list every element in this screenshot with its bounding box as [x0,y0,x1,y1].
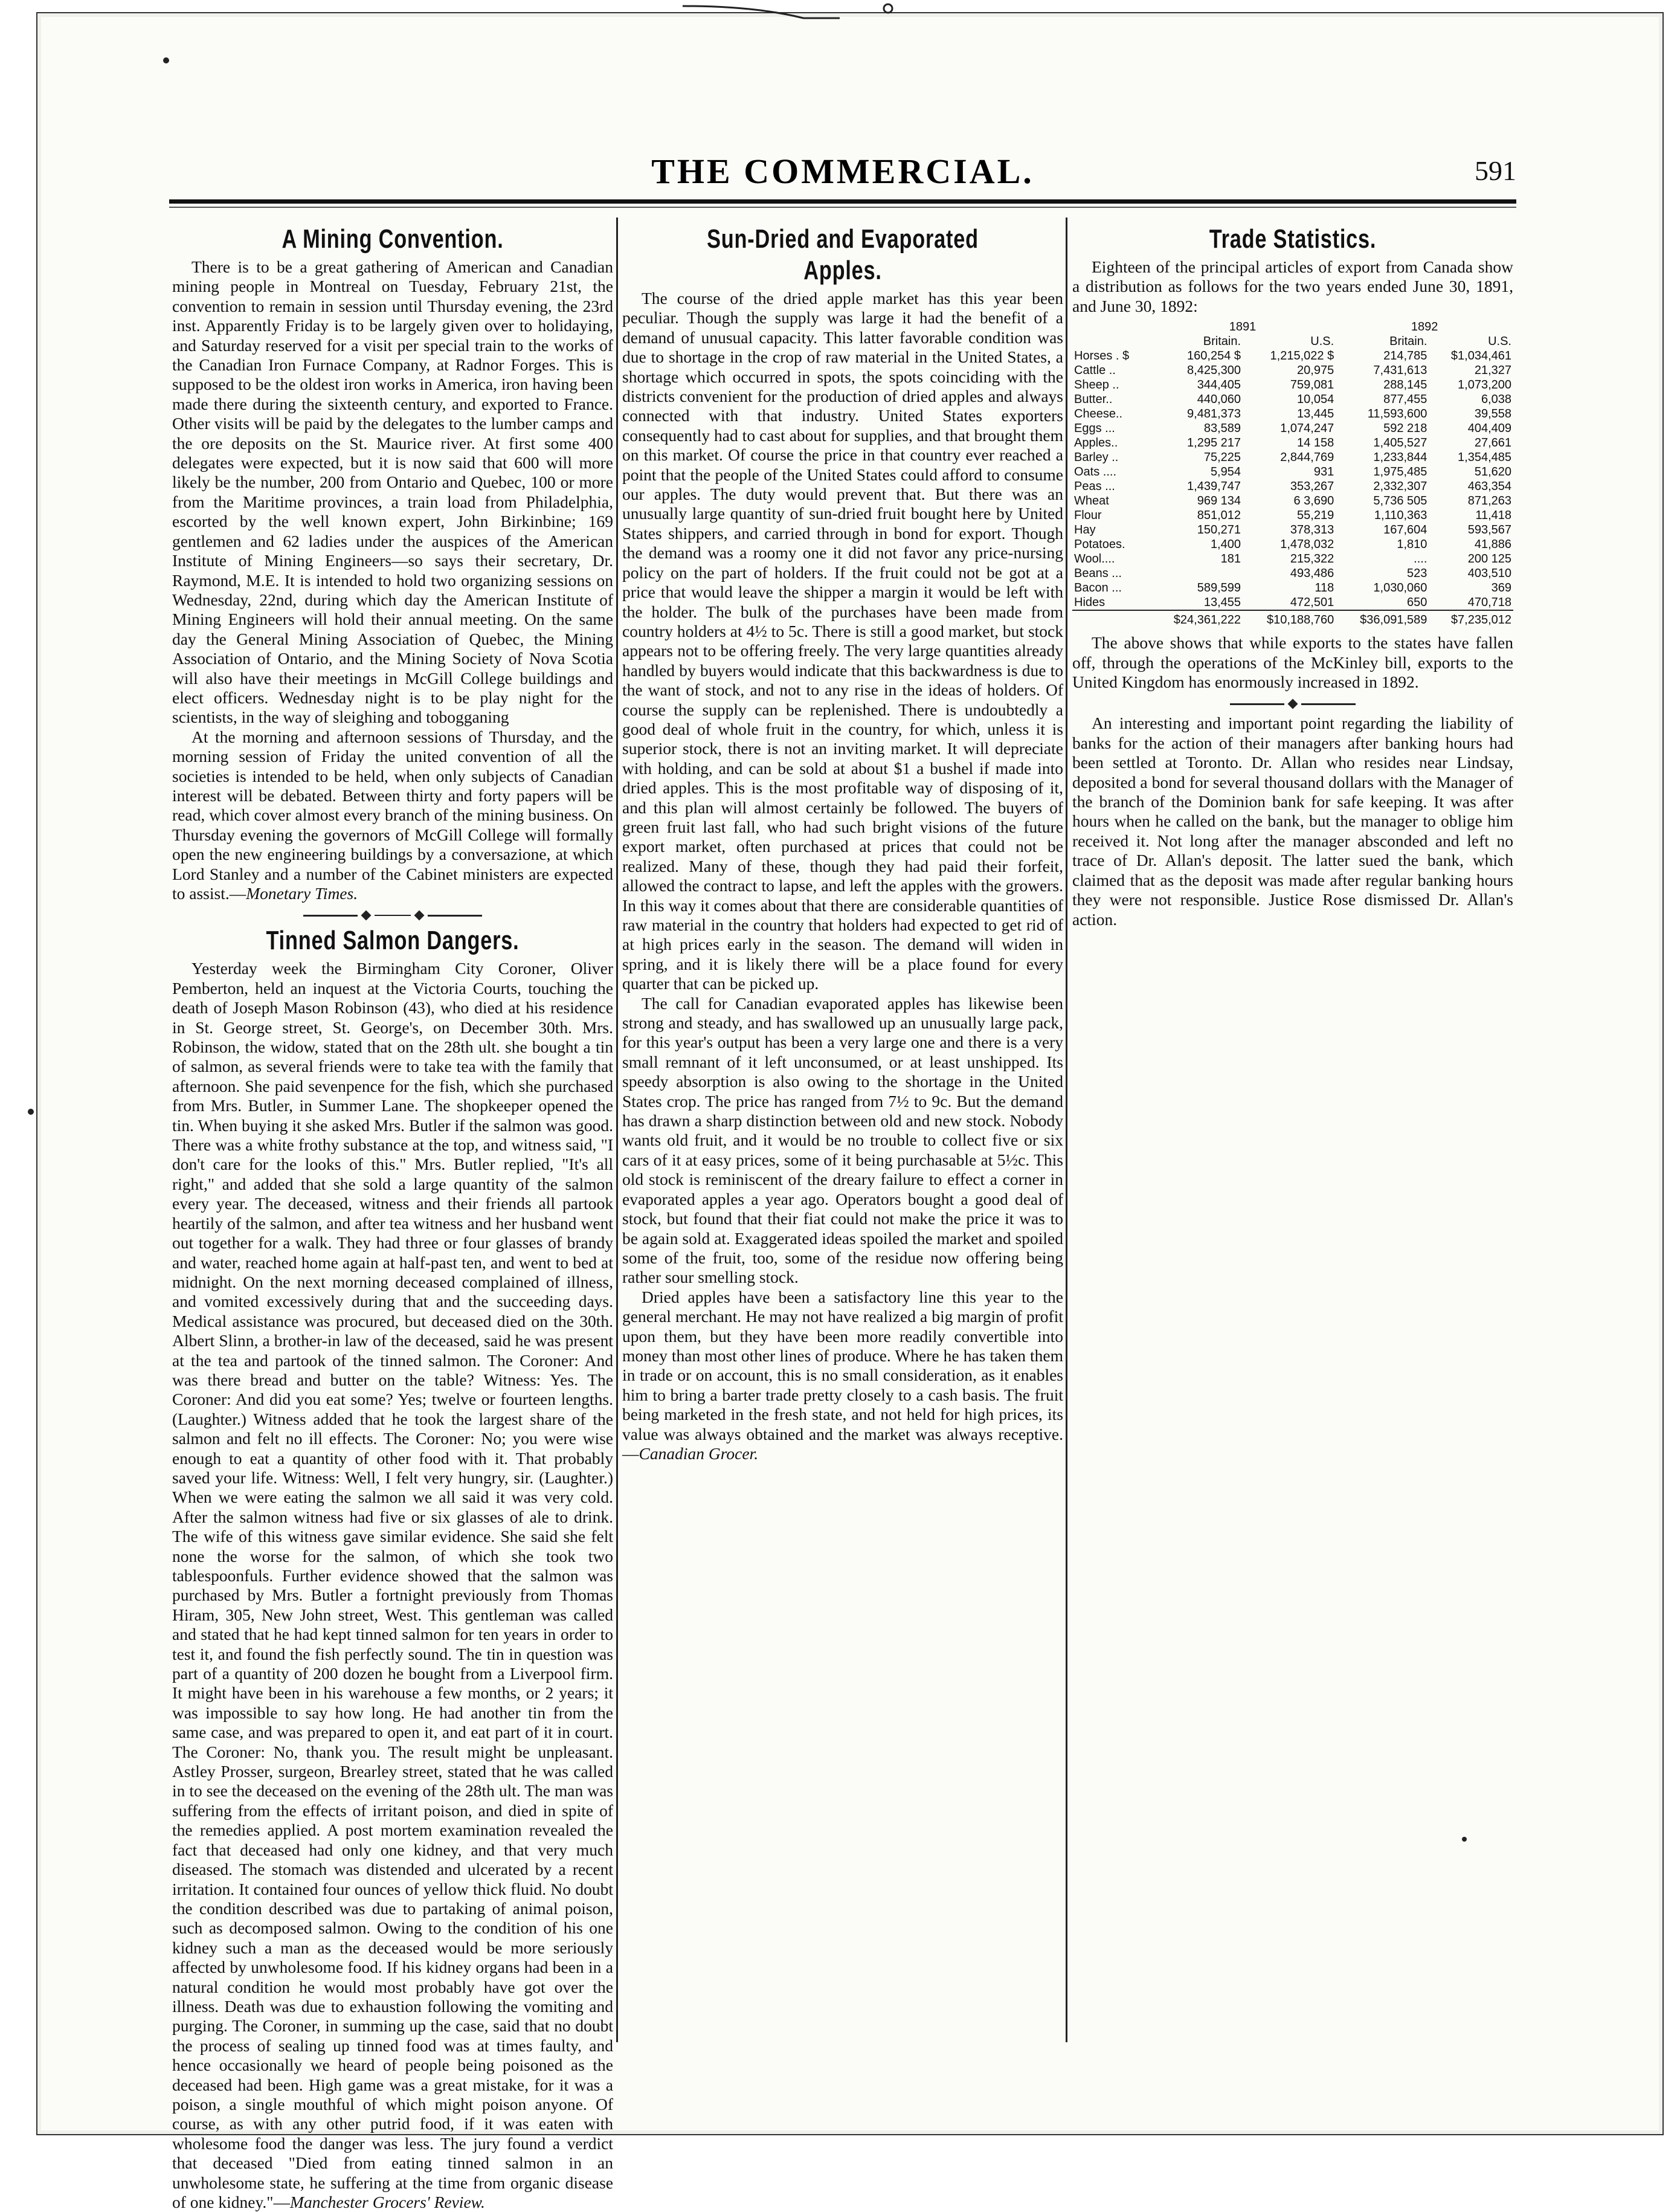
table-cell: 2,844,769 [1280,451,1334,465]
table-row-label: Oats .... [1074,465,1117,479]
article-paragraph: There is to be a great gathering of American and Canadian mining people in Montreal on Tuesday, February 21st, the convention to remain in session until Thursday evening, the 23rd inst. Apparently Friday is to be largely given over to holidaying, and Saturday reserved for a visit per special train to the works of the Canadian Iron Furnace Company, at Radnor Forges. This is supposed to be the oldest iron works in America, iron having been made there during the sixteenth century, and exported to France. Other visits will be paid by the delegates to the lumber camps and the ore deposits on the St. Maurice river. At first some 400 delegates were expected, but it is now said that 600 will more likely be the number, 200 from Ontario and Quebec, 100 or more from the Maritime provinces, a train load from Philadelphia, escorted by the well known expert, John Birkinbine; 169 gentlemen and 62 ladies under the auspices of the American Institute of Mining Engineers—so says their secretary, Dr. Raymond, M.E. It is intended to hold two organizing sessions on Wednesday, 22nd, during which day the American Institute of Mining Engineers will hold their annual meeting. On the same day the General Mining Association of Quebec, the Mining Association of Ontario, and the Mining Society of Nova Scotia will also have their meetings in McGill College buildings and elect officers. Wednesday night is to be play night for the scientists, in the way of sleighing and tobogganing [172,257,613,727]
header-rule [169,199,1516,204]
column-2 [622,218,1063,2048]
table-cell: .... [1414,552,1427,566]
article-title-apples: Sun-Dried and Evaporated Apples. [707,224,979,285]
table-cell: 1,073,200 [1458,378,1511,392]
table-cell: 5,736 505 [1373,494,1427,508]
table-cell: 759,081 [1290,378,1334,392]
table-cell: 1,030,060 [1373,581,1427,595]
article-source: Manchester Grocers' Review. [290,2193,485,2211]
trade-table-body [1072,349,1513,610]
article-paragraph: The course of the dried apple market has this year been peculiar. Though the supply was large it had the benefit of a demand of unusual capacity. This latter favorable condition was due to shortage in the crop of raw material in the United States, a shortage which occurred in spots, the spots coinciding with the districts convenient for the production of dried apples and always connected with that industry. United States exporters consequently had to cast about for supplies, and that brought them on this market. Of course the price in that country ever reached a point that the people of the United States could afford to consume our apples. The duty would prevent that. But there was an unusually large quantity of sun-dried fruit bought here by United States shippers, and carried through in bond for export. Though the demand was a roomy one it did not favor any price-nursing policy on the part of holders. If the fruit could not be got at a price that would leave the shipper a margin it would be left with the holder. The bulk of the purchases have been made from country holders at 4½ to 5c. There is still a good market, but stock appears not to be offering freely. The very large quantities already handled by buyers would indicate that this backwardness is due to the want of stock, and not to any rise in the ideas of holders. Of course the supply can be replenished. There is undoubtedly a good deal of whole fruit in the country, for which, unless it is superior stock, there is not an inviting market. It will depreciate with holding, and can be sold at about $1 a bushel if made into dried apples. This is the most profitable way of disposing of it, and this plan will almost certainly be followed. The buyers of green fruit last fall, who had such bright visions of the future export market, often purchased at prices that could not be realized. Many of these, though they had paid their forfeit, allowed the contract to lapse, and left the apples with the growers. In this way it comes about that there are considerable quantities of raw material in the country that holders had expected to get rid of at high prices early in the season. The demand will widen in spring, and it is likely there will be a place found for every quarter that can be picked up. [622,289,1063,993]
table-cell: 13,455 [1203,596,1241,610]
table-cell: 344,405 [1197,378,1241,392]
table-row [1072,378,1513,392]
ink-speck [163,57,169,63]
column-header: Britain. [1203,335,1241,349]
table-cell: $1,034,461 [1450,349,1511,363]
table-cell: 8,425,300 [1187,364,1241,378]
column-1 [172,218,613,2211]
table-row-label: Horses . $ [1074,349,1130,363]
table-row-label: Barley .. [1074,451,1119,465]
table-row [1072,392,1513,407]
table-row-label: Flour [1074,509,1102,523]
table-cell: 11,418 [1475,509,1511,523]
table-cell: 589,599 [1197,581,1241,595]
column-divider [1066,218,1067,2042]
table-row-label: Cheese.. [1074,407,1123,421]
table-cell: 1,400 [1210,538,1241,552]
table-cell: 404,409 [1467,422,1511,436]
table-cell: 931 [1313,465,1334,479]
table-cell: 353,267 [1290,480,1334,494]
trade-statistics-table [1072,320,1513,627]
year-header: 1892 [1411,320,1438,334]
table-row-label: Bacon ... [1074,581,1122,595]
table-cell: 288,145 [1383,378,1427,392]
table-cell: 593,567 [1467,523,1511,537]
table-cell: 13,445 [1297,407,1334,421]
article-title-trade: Trade Statistics. [1209,224,1377,254]
table-row-label: Cattle .. [1074,364,1116,378]
table-row-label: Hay [1074,523,1096,537]
table-row [1072,363,1513,378]
table-cell: 1,074,247 [1280,422,1334,436]
table-row [1072,552,1513,566]
article-paragraph: Dried apples have been a satisfactory line this year to the general merchant. He may not have realized a big margin of profit upon them, but they have been more readily convertible into money than most other lines of produce. Where he has taken them in trade or on account, this is no small consideration, as it enables him to bring a barter trade pretty closely to a cash basis. The fruit being marketed in the fresh state, and not held for high prices, its value was always obtained and the market was always receptive.—Canadian Grocer. [622,1287,1063,1463]
table-cell: 75,225 [1203,451,1241,465]
column-header: U.S. [1310,335,1334,349]
table-cell: 1,233,844 [1373,451,1427,465]
table-cell: 1,975,485 [1373,465,1427,479]
table-cell: 440,060 [1197,393,1241,407]
column-divider [616,218,618,2042]
table-row-label: Butter.. [1074,393,1113,407]
table-row-label: Peas ... [1074,480,1115,494]
table-cell: 20,975 [1297,364,1334,378]
table-cell: 167,604 [1383,523,1427,537]
table-cell: 1,478,032 [1280,538,1334,552]
section-divider [172,912,613,919]
table-cell: 403,510 [1467,567,1511,581]
table-cell: 871,263 [1467,494,1511,508]
paragraph-text: Yesterday week the Birmingham City Coroner, Oliver Pemberton, held an inquest at the Victoria Courts, touching the death of Joseph Mason Robinson (43), who died at his residence in St. George street, St. George's, on December 30th. Mrs. Robinson, the widow, stated that on the 28th ult. she bought a tin of salmon, as several friends were to take tea with the family that afternoon. She paid sevenpence for the fish, which she purchased from Mrs. Butler, in Summer Lane. The shopkeeper opened the tin. When buying it she asked Mrs. Butler if the salmon was good. There was a white frothy substance at the top, and witness said, "I don't care for the looks of this." Mrs. Butler replied, "It's all right," and added that she sold a large quantity of the salmon every year. The deceased, witness and their friends all partook heartily of the salmon, and after tea witness and her husband went out together for a walk. They had three or four glasses of brandy and water, reached home again at half-past ten, and went to bed at midnight. On the next morning deceased complained of illness, and vomited excessively during that and the succeeding days. Medical assistance was procured, but deceased died on the 30th. Albert Slinn, a brother-in law of the deceased, said he was present at the tea and partook of the tinned salmon. The Coroner: And was there bread and butter on the table? Witness: Yes. The Coroner: And did you eat some? Yes; twelve or fourteen lengths. (Laughter.) Witness added that he took the largest share of the salmon and felt no ill effects. The Coroner: No; you were wise enough to eat a quantity of other food with it. That probably saved your life. Witness: Well, I felt very hungry, sir. (Laughter.) When we were eating the salmon we all said it was very cold. After the salmon witness had five or six glasses of ale to drink. The wife of this witness gave similar evidence. She said she felt none the worse for the salmon, of which she took two tablespoonfuls. Further evidence showed that the salmon was purchased by Mrs. Butler a fortnight previously from Thomas Hiram, 305, New John street, West. This gentleman was called and stated that he had kept tinned salmon for ten years in order to test it, and found the fish perfectly sound. The tin in question was part of a quantity of 200 dozen he bought from a Liverpool firm. It might have been in his warehouse a few months, or 2 years; it was impossible to say how long. He had another tin from the same case, and was prepared to open it, and eat part of it in court. The Coroner: No, thank you. The result might be unpleasant. Astley Prosser, surgeon, Brearley street, stated that he was called in to see the deceased on the evening of the 28th ult. The man was suffering from the effects of irritant poison, and died in spite of the remedies applied. A post mortem examination revealed the fact that deceased had only one kidney, and that very much diseased. The stomach was distended and ulcerated by a recent irritation. It contained four ounces of yellow thick fluid. No doubt the condition described was due to partaking of animal poison, such as decomposed salmon. Owing to the condition of his one kidney such a man as the deceased would be more seriously affected by unwholesome food. If his kidney organs had been in a natural condition he would most probably have got over the illness. Death was due to exhaustion following the vomiting and purging. The Coroner, in summing up the case, said that no doubt the process of sealing up tinned food was at times faulty, and hence occasionally we heard of people being poisoned as the deceased had been. High game was a great mistake, for it was a poison, a single mouthful of which might poison anyone. Of course, as with any other putrid food, if it was eaten with wholesome food the danger was less. The jury found a verdict that deceased "Died from eating tinned salmon in an unwholesome state, he suffering at the time from organic disease of one kidney." [172,959,613,2211]
table-cell: 83,589 [1203,422,1241,436]
table-cell: 9,481,373 [1187,407,1241,421]
table-cell: 1,439,747 [1187,480,1241,494]
table-row [1072,537,1513,552]
table-row-label: Sheep .. [1074,378,1119,392]
paragraph-text: At the morning and afternoon sessions of Thursday, and the morning session of Friday the united convention of all the societies is intended to be held, when only subjects of Canadian interest will be debated. Between thirty and forty papers will be read, which cover almost every branch of the mining business. On Thursday evening the governors of McGill College will formally open the new engineering buildings by a conversazione, at which Lord Stanley and a number of the Cabinet ministers are expected to assist. [172,727,613,903]
table-row [1072,465,1513,479]
table-cell: 969 134 [1197,494,1241,508]
table-cell: 27,661 [1474,436,1511,450]
table-cell: 6 3,690 [1293,494,1334,508]
article-title-mining: A Mining Convention. [282,224,504,254]
table-cell: 1,215,022 $ [1270,349,1334,363]
table-row [1072,508,1513,523]
table-cell: 181 [1220,552,1241,566]
table-cell: 472,501 [1290,596,1334,610]
table-cell: 14 158 [1297,436,1334,450]
table-totals-row [1072,610,1513,627]
page-header [169,151,1516,193]
table-cell: 369 [1491,581,1511,595]
article-paragraph: The call for Canadian evaporated apples has likewise been strong and steady, and has swallowed up an unusually large pack, for this year's output has been a very large one and there is a very small remnant of it left unconsumed, or at least unshipped. Its speedy absorption is also owing to the shortage in the United States crop. The price has ranged from 7½ to 9c. But the demand has drawn a sharp distinction between old and new stock. Nobody wants old fruit, and it would be no trouble to collect five or six cars of it at easy prices, some of it being purchasable at 5½c. This old stock is reminiscent of the dreary failure to effect a corner in evaporated apples a year ago. Operators bought a good deal of stock, but found that their fiat could not make the price it was to be again sold at. Exaggerated ideas spoiled the market and spoiled some of the fruit, too, some of the residue now offering being rather sour smelling stock. [622,993,1063,1287]
table-cell: 55,219 [1297,509,1334,523]
table-cell: 11,593,600 [1367,407,1427,421]
column-header: Britain. [1389,335,1427,349]
table-cell: 2,332,307 [1373,480,1427,494]
table-cell: 6,038 [1481,393,1511,407]
table-cell: 470,718 [1467,596,1511,610]
table-row-label: Wheat [1074,494,1109,508]
table-cell: 150,271 [1197,523,1241,537]
table-cell: 523 [1407,567,1427,581]
table-cell: 592 218 [1383,422,1427,436]
table-row-label: Potatoes. [1074,538,1125,552]
table-total: $36,091,589 [1336,610,1429,627]
top-edge-mark [683,0,912,24]
table-cell: 493,486 [1290,567,1334,581]
table-cell: 21,327 [1474,364,1511,378]
table-cell: 160,254 $ [1187,349,1241,363]
article-paragraph-salmon: Yesterday week the Birmingham City Coroner, Oliver Pemberton, held an inquest at the Victoria Courts, touching the death of Joseph Mason Robinson (43), who died at his residence in St. George street, St. George's, on December 30th. Mrs. Robinson, the widow, stated that on the 28th ult. she bought a tin of salmon, as several friends were to take tea with the family that afternoon. She paid sevenpence for the fish, which she purchased from Mrs. Butler, in Summer Lane. The shopkeeper opened the tin. When buying it she asked Mrs. Butler if the salmon was good. There was a white frothy substance at the top, and witness said, "I don't care for the looks of this." Mrs. Butler replied, "It's all right," and added that she sold a large quantity of the salmon every year. The deceased, witness and their friends all partook heartily of the salmon, and after tea witness and her husband went out together for a walk. They had three or four glasses of brandy and water, reached home again at half-past ten, and went to bed at midnight. On the next morning deceased complained of illness, and vomited excessively during that and the succeeding days. Medical assistance was procured, but deceased died on the 30th. Albert Slinn, a brother-in law of the deceased, said he was present at the tea and partook of the tinned salmon. The Coroner: And was there bread and butter on the table? Witness: Yes. The Coroner: And did you eat some? Yes; twelve or fourteen lengths. (Laughter.) Witness added that he took the largest share of the salmon and felt no ill effects. The Coroner: No; you were wise enough to eat a quantity of other food with it. That probably saved your life. Witness: Well, I felt very hungry, sir. (Laughter.) When we were eating the salmon we all said it was very cold. After the salmon witness had five or six glasses of ale to drink. The wife of this witness gave similar evidence. She said she felt none the worse for the salmon, of which she took two tablespoonfuls. Further evidence showed that the salmon was purchased by Mrs. Butler a fortnight previously from Thomas Hiram, 305, New John street, West. This gentleman was called and stated that he had kept tinned salmon for ten years in order to test it, and found the fish perfectly sound. The tin in question was part of a quantity of 200 dozen he bought from a Liverpool firm. It might have been in his warehouse a few months, or 2 years; it was impossible to say how long. He had another tin from the same case, and was prepared to open it, and eat part of it in court. The Coroner: No, thank you. The result might be unpleasant. Astley Prosser, surgeon, Brearley street, stated that he was called in to see the deceased on the evening of the 28th ult. The man was suffering from the effects of irritant poison, and died in spite of the remedies applied. A post mortem examination revealed the fact that deceased had only one kidney, and that very much diseased. The stomach was distended and ulcerated by a recent irritation. It contained four ounces of yellow thick fluid. No doubt the condition described was due to partaking of animal poison, such as decomposed salmon. Owing to the condition of his one kidney such a man as the deceased would be more seriously affected by unwholesome food. If his kidney organs had been in a natural condition he would most probably have got over the illness. Death was due to exhaustion following the vomiting and purging. The Coroner, in summing up the case, said that no doubt the process of sealing up tinned food was at times faulty, and hence occasionally we heard of people being poisoned as the deceased had been. High game was a great mistake, for it was a poison, a single mouthful of which might poison anyone. Of course, as with any other putrid food, if it was eaten with wholesome food the danger was less. The jury found a verdict that deceased "Died from eating tinned salmon in an unwholesome state, he suffering at the time from organic disease of one kidney."—Manchester Grocers' Review. [172,959,613,2211]
article-source: Canadian Grocer. [639,1443,759,1463]
table-cell: 877,455 [1383,393,1427,407]
table-cell [1150,566,1243,581]
table-cell: 7,431,613 [1373,364,1427,378]
table-cell: 1,405,527 [1373,436,1427,450]
ink-speck [28,1109,34,1115]
table-cell: 118 [1315,581,1334,595]
header-rule-thin [169,207,1516,208]
table-cell: 378,313 [1290,523,1334,537]
trade-outro: The above shows that while exports to the states have fallen off, through the operations of the McKinley bill, exports to the United Kingdom has enormously increased in 1892. [1072,633,1513,692]
table-cell: 215,322 [1290,552,1334,566]
table-row-label: Apples.. [1074,436,1118,450]
table-cell: 1,295 217 [1187,436,1241,450]
table-row [1072,421,1513,436]
table-cell: 51,620 [1474,465,1511,479]
article-title-salmon: Tinned Salmon Dangers. [266,926,520,956]
article-source: Monetary Times. [246,884,358,903]
table-cell: 463,354 [1467,480,1511,494]
table-row [1072,436,1513,450]
column-3 [1072,218,1513,2048]
table-cell: 5,954 [1210,465,1241,479]
column-header: U.S. [1488,335,1511,349]
table-cell: 39,558 [1474,407,1511,421]
table-cell: 41,886 [1474,538,1511,552]
table-cell: 851,012 [1197,509,1241,523]
table-row-label: Beans ... [1074,567,1122,581]
table-cell: 1,110,363 [1374,509,1427,523]
table-row [1072,581,1513,595]
table-cell: 1,810 [1397,538,1427,552]
table-row [1072,566,1513,581]
page-number: 591 [1475,155,1516,186]
table-row [1072,479,1513,494]
table-cell: 200 125 [1467,552,1511,566]
table-total: $10,188,760 [1243,610,1336,627]
table-row [1072,407,1513,421]
table-row-label: Hides [1074,596,1106,610]
table-row [1072,523,1513,537]
table-total: $24,361,222 [1150,610,1243,627]
masthead-title: THE COMMERCIAL. [651,152,1034,191]
paragraph-text: Dried apples have been a satisfactory line this year to the general merchant. He may not have realized a big margin of profit upon them, but they have been more readily convertible into money than most other lines of produce. Where he has taken them in trade or on account, this is no small consideration, as it enables him to bring a barter trade pretty closely to a cash basis. The fruit being marketed in the fresh state, and not held for high prices, its value was always obtained and the market was always receptive. [622,1287,1063,1443]
table-row [1072,494,1513,508]
trade-intro: Eighteen of the principal articles of export from Canada show a distribution as follows for the two years ended June 30, 1891, and June 30, 1892: [1072,257,1513,315]
table-row [1072,349,1513,363]
section-divider [1072,700,1513,708]
table-cell: 214,785 [1383,349,1427,363]
table-row [1072,595,1513,610]
year-header: 1891 [1229,320,1257,334]
table-total: $7,235,012 [1429,610,1513,627]
article-paragraph: At the morning and afternoon sessions of Thursday, and the morning session of Friday the united convention of all the societies is intended to be held, when only subjects of Canadian interest will be debated. Between thirty and forty papers will be read, which cover almost every branch of the mining business. On Thursday evening the governors of McGill College will formally open the new engineering buildings by a conversazione, at which Lord Stanley and a number of the Cabinet ministers are expected to assist.—Monetary Times. [172,727,613,903]
table-cell: 650 [1407,596,1427,610]
article-paragraph-bank: An interesting and important point regarding the liability of banks for the action of their managers after banking hours had been settled at Toronto. Dr. Allan who resides near Lindsay, deposited a bond for several thousand dollars with the Manager of the branch of the Dominion bank for safe keeping. It was after hours when he called on the bank, but the manager to oblige him received it. Not long after the manager absconded and left no trace of Dr. Allan's deposit. The latter sued the bank, which claimed that as the deposit was made after regular banking hours they were not responsible. Justice Rose dismissed Dr. Allan's action. [1072,714,1513,929]
table-row [1072,450,1513,465]
table-cell: 10,054 [1297,393,1334,407]
table-cell: 1,354,485 [1458,451,1511,465]
table-row-label: Eggs ... [1074,422,1115,436]
table-row-label: Wool.... [1074,552,1115,566]
